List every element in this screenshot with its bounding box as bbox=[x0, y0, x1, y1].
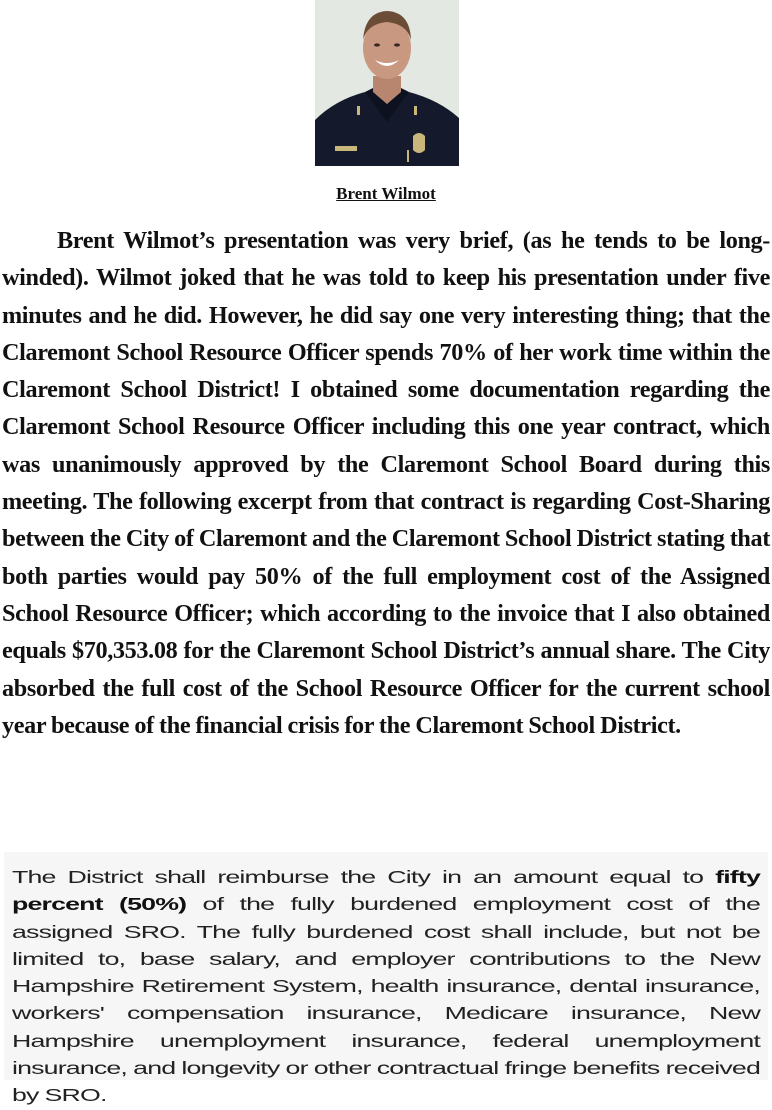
article-paragraph: Brent Wilmot’s presentation was very brief, (as he tends to be long-winded). Wilmot joked that he was told to keep his presentation under five minutes and he did. However, he did say one very interesting thing; that the Claremont School Resource Officer spends 70% of her work time within the Claremont School District! I obtained some documentation regarding the Claremont School Resource Officer including this one year contract, which was unanimously approved by the Claremont School Board during this meeting. The following excerpt from that contract is regarding Cost-Sharing between the City of Claremont and the Claremont School District stating that both parties would pay 50% of the full employment cost of the Assigned School Resource Officer; which according to the invoice that I also obtained equals $70,353.08 for the Claremont School District’s annual share. The City absorbed the full cost of the School Resource Officer for the current school year because of the financial crisis for the Claremont School District. bbox=[2, 227, 770, 739]
officer-portrait-illustration bbox=[315, 0, 459, 166]
excerpt-text-end: of the fully burdened employment cost of the assigned SRO. The fully burdened cost shall include, but not be limited to, base salary, and employer contributions to the New Hampshire Retirement System, health insurance, dental insurance, workers' compensation insurance, Medicare insurance, New Hampshire unemployment insurance, federal unemployment insurance, and longevity or other contractual fringe benefits received by SRO. bbox=[12, 894, 761, 1106]
excerpt-text bbox=[12, 864, 760, 1110]
contract-excerpt bbox=[4, 852, 768, 1106]
excerpt-text-start: The District shall reimburse the City in an amount equal to bbox=[12, 867, 716, 887]
article-body bbox=[2, 222, 770, 744]
photo-caption: Brent Wilmot bbox=[336, 184, 436, 203]
officer-photo bbox=[315, 0, 459, 166]
excerpt-emphasis: fifty percent (50%) bbox=[12, 867, 760, 915]
